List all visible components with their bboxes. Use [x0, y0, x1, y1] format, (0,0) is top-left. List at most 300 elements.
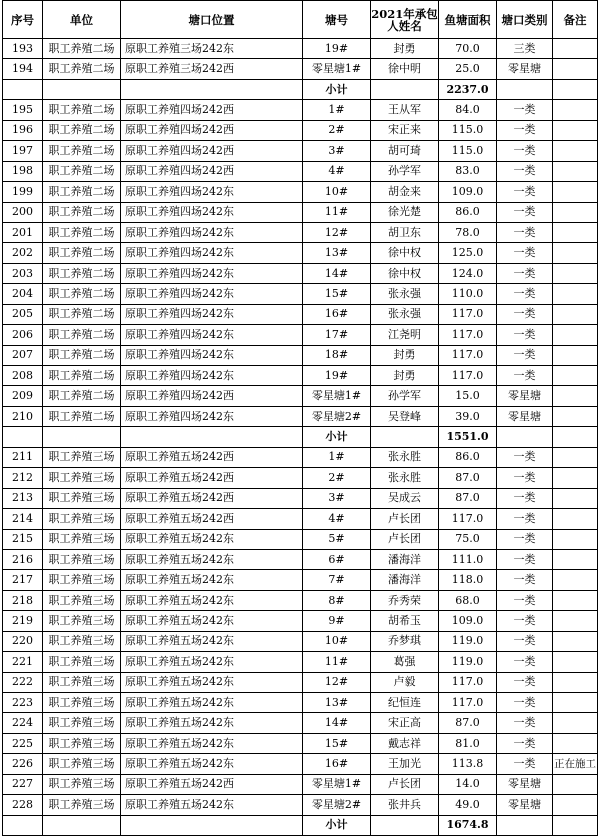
row-unit-cell: 职工养殖三场 — [43, 549, 121, 569]
row-category-cell: 一类 — [497, 100, 553, 120]
row-pond-cell: 11# — [303, 652, 371, 672]
row-category-cell: 一类 — [497, 590, 553, 610]
row-pond-cell: 零星塘2# — [303, 795, 371, 815]
row-pond-cell: 10# — [303, 631, 371, 651]
header-location: 塘口位置 — [121, 1, 303, 39]
row-name-cell: 徐中明 — [371, 59, 439, 79]
row-pond-cell: 4# — [303, 509, 371, 529]
row-category-cell: 三类 — [497, 39, 553, 59]
row-note-cell — [553, 366, 598, 386]
row-no-cell: 204 — [3, 284, 43, 304]
row-name-cell: 潘海洋 — [371, 570, 439, 590]
row-area-cell: 84.0 — [439, 100, 497, 120]
row-pond-cell: 2# — [303, 468, 371, 488]
subtotal-label: 小计 — [303, 815, 371, 835]
row-name-cell: 张永强 — [371, 304, 439, 324]
row-note-cell — [553, 141, 598, 161]
row-location-cell: 原职工养殖五场242东 — [121, 733, 303, 753]
row-no-cell: 197 — [3, 141, 43, 161]
row-note-cell — [553, 488, 598, 508]
subtotal-row — [3, 427, 598, 447]
row-pond-cell: 9# — [303, 611, 371, 631]
row-no-cell: 205 — [3, 304, 43, 324]
row-unit-cell: 职工养殖二场 — [43, 325, 121, 345]
table-row — [3, 488, 598, 508]
row-category-cell: 一类 — [497, 182, 553, 202]
row-category-cell: 一类 — [497, 447, 553, 467]
row-location-cell: 原职工养殖四场242东 — [121, 366, 303, 386]
row-name-cell: 卢毅 — [371, 672, 439, 692]
row-area-cell: 86.0 — [439, 202, 497, 222]
table-row — [3, 161, 598, 181]
row-location-cell: 原职工养殖五场242东 — [121, 631, 303, 651]
row-category-cell: 一类 — [497, 488, 553, 508]
row-area-cell: 110.0 — [439, 284, 497, 304]
row-location-cell: 原职工养殖四场242西 — [121, 161, 303, 181]
row-area-cell: 78.0 — [439, 222, 497, 242]
row-name-cell: 戴志祥 — [371, 733, 439, 753]
row-category-cell: 一类 — [497, 652, 553, 672]
table-row — [3, 222, 598, 242]
row-note-cell — [553, 672, 598, 692]
row-unit-cell: 职工养殖三场 — [43, 693, 121, 713]
row-note-cell — [553, 406, 598, 426]
row-unit-cell: 职工养殖二场 — [43, 284, 121, 304]
row-unit-cell: 职工养殖二场 — [43, 304, 121, 324]
row-name-cell: 宋正高 — [371, 713, 439, 733]
row-no-cell: 206 — [3, 325, 43, 345]
row-note-cell — [553, 39, 598, 59]
row-area-cell: 117.0 — [439, 366, 497, 386]
row-area-cell: 115.0 — [439, 141, 497, 161]
table-row — [3, 631, 598, 651]
row-pond-cell: 19# — [303, 366, 371, 386]
row-no-cell: 219 — [3, 611, 43, 631]
row-unit-cell: 职工养殖二场 — [43, 406, 121, 426]
row-location-cell: 原职工养殖四场242东 — [121, 284, 303, 304]
row-area-cell: 118.0 — [439, 570, 497, 590]
row-unit-cell: 职工养殖三场 — [43, 713, 121, 733]
row-location-cell: 原职工养殖四场242东 — [121, 304, 303, 324]
row-no-cell: 194 — [3, 59, 43, 79]
row-no-cell: 223 — [3, 693, 43, 713]
row-name-cell: 封勇 — [371, 345, 439, 365]
row-area-cell: 25.0 — [439, 59, 497, 79]
row-area-cell: 117.0 — [439, 672, 497, 692]
subtotal-area: 1551.0 — [439, 427, 497, 447]
header-unit: 单位 — [43, 1, 121, 39]
row-note-cell — [553, 325, 598, 345]
row-location-cell: 原职工养殖四场242东 — [121, 222, 303, 242]
row-no-cell: 203 — [3, 263, 43, 283]
row-name-cell: 葛强 — [371, 652, 439, 672]
row-note-cell — [553, 774, 598, 794]
row-note-cell — [553, 59, 598, 79]
row-pond-cell: 15# — [303, 733, 371, 753]
row-category-cell: 零星塘 — [497, 795, 553, 815]
row-note-cell — [553, 549, 598, 569]
row-unit-cell: 职工养殖二场 — [43, 366, 121, 386]
row-no-cell: 227 — [3, 774, 43, 794]
row-unit-cell: 职工养殖二场 — [43, 243, 121, 263]
table-row — [3, 672, 598, 692]
row-name-cell: 卢长团 — [371, 529, 439, 549]
row-location-cell: 原职工养殖四场242西 — [121, 100, 303, 120]
row-name-cell: 王加光 — [371, 754, 439, 774]
row-category-cell: 零星塘 — [497, 386, 553, 406]
row-pond-cell: 零星塘2# — [303, 406, 371, 426]
row-note-cell — [553, 222, 598, 242]
row-note-cell — [553, 386, 598, 406]
table-row — [3, 386, 598, 406]
row-area-cell: 124.0 — [439, 263, 497, 283]
row-area-cell: 83.0 — [439, 161, 497, 181]
row-name-cell: 潘海洋 — [371, 549, 439, 569]
row-category-cell: 一类 — [497, 345, 553, 365]
row-area-cell: 115.0 — [439, 120, 497, 140]
row-name-cell: 封勇 — [371, 366, 439, 386]
row-area-cell: 39.0 — [439, 406, 497, 426]
row-unit-cell: 职工养殖三场 — [43, 468, 121, 488]
row-category-cell: 一类 — [497, 529, 553, 549]
row-note-cell — [553, 161, 598, 181]
row-unit-cell: 职工养殖二场 — [43, 182, 121, 202]
row-category-cell: 一类 — [497, 631, 553, 651]
subtotal-blank-cell — [121, 815, 303, 835]
row-note-cell — [553, 795, 598, 815]
row-no-cell: 214 — [3, 509, 43, 529]
row-pond-cell: 8# — [303, 590, 371, 610]
row-no-cell: 222 — [3, 672, 43, 692]
row-location-cell: 原职工养殖三场242东 — [121, 39, 303, 59]
row-category-cell: 一类 — [497, 141, 553, 161]
row-name-cell: 徐中权 — [371, 243, 439, 263]
row-area-cell: 117.0 — [439, 345, 497, 365]
row-location-cell: 原职工养殖五场242东 — [121, 590, 303, 610]
row-location-cell: 原职工养殖五场242东 — [121, 652, 303, 672]
subtotal-blank-cell — [3, 427, 43, 447]
table-row — [3, 406, 598, 426]
row-area-cell: 49.0 — [439, 795, 497, 815]
row-note-cell — [553, 120, 598, 140]
row-no-cell: 195 — [3, 100, 43, 120]
row-name-cell: 宋正来 — [371, 120, 439, 140]
row-unit-cell: 职工养殖二场 — [43, 202, 121, 222]
subtotal-row — [3, 79, 598, 99]
row-area-cell: 81.0 — [439, 733, 497, 753]
row-area-cell: 70.0 — [439, 39, 497, 59]
row-category-cell: 一类 — [497, 120, 553, 140]
row-category-cell: 一类 — [497, 304, 553, 324]
row-note-cell — [553, 529, 598, 549]
row-name-cell: 卢长团 — [371, 774, 439, 794]
row-pond-cell: 4# — [303, 161, 371, 181]
subtotal-blank-cell — [553, 79, 598, 99]
subtotal-blank-cell — [121, 427, 303, 447]
row-area-cell: 109.0 — [439, 182, 497, 202]
row-location-cell: 原职工养殖四场242西 — [121, 141, 303, 161]
table-row — [3, 447, 598, 467]
row-name-cell: 吴成云 — [371, 488, 439, 508]
row-no-cell: 217 — [3, 570, 43, 590]
row-no-cell: 220 — [3, 631, 43, 651]
row-location-cell: 原职工养殖五场242西 — [121, 509, 303, 529]
row-location-cell: 原职工养殖五场242西 — [121, 447, 303, 467]
row-location-cell: 原职工养殖四场242西 — [121, 120, 303, 140]
row-note-cell — [553, 509, 598, 529]
row-category-cell: 一类 — [497, 284, 553, 304]
header-contractor-name: 2021年承包人姓名 — [371, 1, 439, 39]
row-pond-cell: 零星塘1# — [303, 59, 371, 79]
row-area-cell: 87.0 — [439, 488, 497, 508]
row-no-cell: 211 — [3, 447, 43, 467]
row-no-cell: 226 — [3, 754, 43, 774]
row-unit-cell: 职工养殖三场 — [43, 774, 121, 794]
row-no-cell: 216 — [3, 549, 43, 569]
row-no-cell: 225 — [3, 733, 43, 753]
row-location-cell: 原职工养殖三场242西 — [121, 59, 303, 79]
table-row — [3, 795, 598, 815]
row-name-cell: 封勇 — [371, 39, 439, 59]
row-name-cell: 纪恒连 — [371, 693, 439, 713]
row-no-cell: 196 — [3, 120, 43, 140]
row-location-cell: 原职工养殖四场242东 — [121, 345, 303, 365]
row-unit-cell: 职工养殖三场 — [43, 590, 121, 610]
table-row — [3, 182, 598, 202]
row-no-cell: 215 — [3, 529, 43, 549]
row-pond-cell: 零星塘1# — [303, 774, 371, 794]
row-category-cell: 一类 — [497, 202, 553, 222]
row-location-cell: 原职工养殖五场242西 — [121, 488, 303, 508]
subtotal-blank-cell — [497, 427, 553, 447]
subtotal-blank-cell — [553, 427, 598, 447]
row-name-cell: 张永胜 — [371, 468, 439, 488]
row-note-cell — [553, 100, 598, 120]
table-row — [3, 59, 598, 79]
row-note-cell — [553, 284, 598, 304]
table-row — [3, 570, 598, 590]
row-name-cell: 孙学军 — [371, 161, 439, 181]
row-unit-cell: 职工养殖三场 — [43, 529, 121, 549]
row-no-cell: 213 — [3, 488, 43, 508]
row-pond-cell: 11# — [303, 202, 371, 222]
row-no-cell: 228 — [3, 795, 43, 815]
row-area-cell: 87.0 — [439, 713, 497, 733]
row-category-cell: 零星塘 — [497, 774, 553, 794]
row-category-cell: 一类 — [497, 733, 553, 753]
row-unit-cell: 职工养殖三场 — [43, 509, 121, 529]
row-pond-cell: 3# — [303, 141, 371, 161]
subtotal-blank-cell — [497, 79, 553, 99]
row-pond-cell: 12# — [303, 222, 371, 242]
row-no-cell: 209 — [3, 386, 43, 406]
row-unit-cell: 职工养殖三场 — [43, 733, 121, 753]
table-row — [3, 713, 598, 733]
row-note-cell — [553, 468, 598, 488]
row-note-cell — [553, 733, 598, 753]
row-category-cell: 一类 — [497, 693, 553, 713]
row-area-cell: 15.0 — [439, 386, 497, 406]
row-category-cell: 一类 — [497, 325, 553, 345]
row-area-cell: 119.0 — [439, 652, 497, 672]
row-no-cell: 218 — [3, 590, 43, 610]
row-name-cell: 江尧明 — [371, 325, 439, 345]
table-row — [3, 284, 598, 304]
row-unit-cell: 职工养殖二场 — [43, 120, 121, 140]
row-pond-cell: 7# — [303, 570, 371, 590]
row-category-cell: 一类 — [497, 754, 553, 774]
row-category-cell: 一类 — [497, 366, 553, 386]
row-category-cell: 一类 — [497, 611, 553, 631]
row-location-cell: 原职工养殖五场242东 — [121, 713, 303, 733]
row-location-cell: 原职工养殖五场242东 — [121, 795, 303, 815]
row-category-cell: 一类 — [497, 222, 553, 242]
row-name-cell: 张永强 — [371, 284, 439, 304]
row-unit-cell: 职工养殖三场 — [43, 447, 121, 467]
row-area-cell: 111.0 — [439, 549, 497, 569]
table-row — [3, 263, 598, 283]
row-location-cell: 原职工养殖五场242东 — [121, 549, 303, 569]
table-row — [3, 325, 598, 345]
header-pond-no: 塘号 — [303, 1, 371, 39]
subtotal-blank-cell — [371, 427, 439, 447]
row-area-cell: 125.0 — [439, 243, 497, 263]
row-pond-cell: 3# — [303, 488, 371, 508]
row-unit-cell: 职工养殖二场 — [43, 222, 121, 242]
row-area-cell: 117.0 — [439, 509, 497, 529]
row-unit-cell: 职工养殖三场 — [43, 672, 121, 692]
table-row — [3, 120, 598, 140]
row-area-cell: 113.8 — [439, 754, 497, 774]
row-pond-cell: 2# — [303, 120, 371, 140]
table-row — [3, 468, 598, 488]
row-note-cell — [553, 447, 598, 467]
row-location-cell: 原职工养殖四场242东 — [121, 182, 303, 202]
row-unit-cell: 职工养殖二场 — [43, 263, 121, 283]
row-area-cell: 117.0 — [439, 325, 497, 345]
row-category-cell: 零星塘 — [497, 59, 553, 79]
row-name-cell: 徐光楚 — [371, 202, 439, 222]
row-location-cell: 原职工养殖五场242西 — [121, 468, 303, 488]
row-pond-cell: 15# — [303, 284, 371, 304]
row-name-cell: 王从军 — [371, 100, 439, 120]
row-no-cell: 212 — [3, 468, 43, 488]
row-area-cell: 119.0 — [439, 631, 497, 651]
row-note-cell — [553, 693, 598, 713]
row-unit-cell: 职工养殖三场 — [43, 795, 121, 815]
row-location-cell: 原职工养殖五场242东 — [121, 529, 303, 549]
row-note-cell — [553, 713, 598, 733]
table-row — [3, 366, 598, 386]
row-location-cell: 原职工养殖五场242东 — [121, 611, 303, 631]
row-location-cell: 原职工养殖五场242东 — [121, 693, 303, 713]
row-pond-cell: 6# — [303, 549, 371, 569]
row-unit-cell: 职工养殖二场 — [43, 141, 121, 161]
table-row — [3, 304, 598, 324]
subtotal-blank-cell — [3, 815, 43, 835]
row-category-cell: 一类 — [497, 161, 553, 181]
row-area-cell: 75.0 — [439, 529, 497, 549]
table-row — [3, 611, 598, 631]
subtotal-area: 1674.8 — [439, 815, 497, 835]
row-unit-cell: 职工养殖三场 — [43, 570, 121, 590]
row-note-cell: 正在施工 — [553, 754, 598, 774]
header-no: 序号 — [3, 1, 43, 39]
row-note-cell — [553, 243, 598, 263]
table-row — [3, 693, 598, 713]
row-unit-cell: 职工养殖三场 — [43, 488, 121, 508]
row-pond-cell: 1# — [303, 100, 371, 120]
row-pond-cell: 5# — [303, 529, 371, 549]
row-category-cell: 一类 — [497, 509, 553, 529]
row-pond-cell: 16# — [303, 754, 371, 774]
row-note-cell — [553, 631, 598, 651]
row-name-cell: 胡可琦 — [371, 141, 439, 161]
table-row — [3, 652, 598, 672]
row-unit-cell: 职工养殖二场 — [43, 39, 121, 59]
row-category-cell: 一类 — [497, 468, 553, 488]
row-name-cell: 胡卫东 — [371, 222, 439, 242]
row-note-cell — [553, 304, 598, 324]
row-category-cell: 零星塘 — [497, 406, 553, 426]
row-name-cell: 乔梦琪 — [371, 631, 439, 651]
row-category-cell: 一类 — [497, 570, 553, 590]
row-unit-cell: 职工养殖二场 — [43, 161, 121, 181]
row-pond-cell: 13# — [303, 693, 371, 713]
row-pond-cell: 18# — [303, 345, 371, 365]
subtotal-blank-cell — [553, 815, 598, 835]
row-name-cell: 张永胜 — [371, 447, 439, 467]
row-note-cell — [553, 590, 598, 610]
row-name-cell: 吴登峰 — [371, 406, 439, 426]
row-unit-cell: 职工养殖三场 — [43, 631, 121, 651]
row-pond-cell: 17# — [303, 325, 371, 345]
row-area-cell: 117.0 — [439, 693, 497, 713]
subtotal-row — [3, 815, 598, 835]
table-row — [3, 754, 598, 774]
table-row — [3, 774, 598, 794]
header-area: 鱼塘面积 — [439, 1, 497, 39]
row-category-cell: 一类 — [497, 713, 553, 733]
subtotal-blank-cell — [497, 815, 553, 835]
row-location-cell: 原职工养殖四场242东 — [121, 243, 303, 263]
row-pond-cell: 1# — [303, 447, 371, 467]
row-area-cell: 86.0 — [439, 447, 497, 467]
row-pond-cell: 16# — [303, 304, 371, 324]
row-location-cell: 原职工养殖四场242东 — [121, 263, 303, 283]
row-name-cell: 卢长团 — [371, 509, 439, 529]
row-location-cell: 原职工养殖四场242西 — [121, 386, 303, 406]
row-no-cell: 201 — [3, 222, 43, 242]
subtotal-area: 2237.0 — [439, 79, 497, 99]
row-area-cell: 109.0 — [439, 611, 497, 631]
row-pond-cell: 12# — [303, 672, 371, 692]
table-row — [3, 733, 598, 753]
row-pond-cell: 零星塘1# — [303, 386, 371, 406]
row-category-cell: 一类 — [497, 672, 553, 692]
row-unit-cell: 职工养殖三场 — [43, 611, 121, 631]
row-pond-cell: 10# — [303, 182, 371, 202]
row-category-cell: 一类 — [497, 549, 553, 569]
subtotal-blank-cell — [43, 427, 121, 447]
row-area-cell: 14.0 — [439, 774, 497, 794]
row-pond-cell: 13# — [303, 243, 371, 263]
subtotal-blank-cell — [371, 79, 439, 99]
row-note-cell — [553, 611, 598, 631]
row-no-cell: 221 — [3, 652, 43, 672]
subtotal-blank-cell — [371, 815, 439, 835]
row-note-cell — [553, 263, 598, 283]
